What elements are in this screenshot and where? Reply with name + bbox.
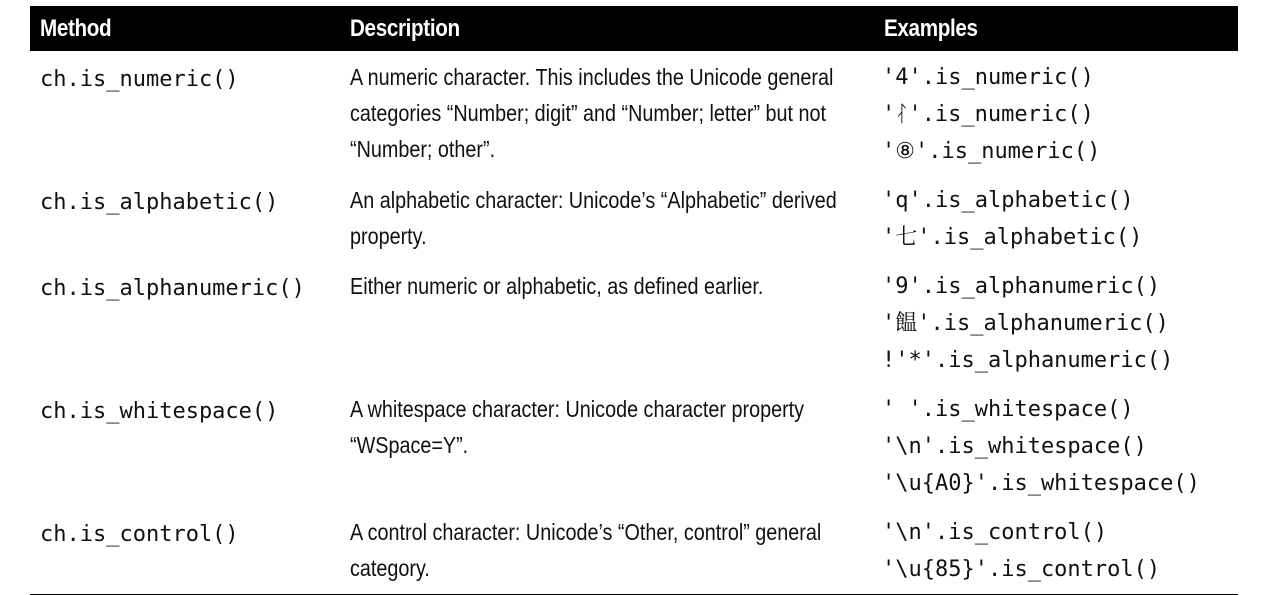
example-line: '⑧'.is_numeric() — [882, 139, 1101, 164]
example-line: '9'.is_alphanumeric() — [882, 274, 1161, 299]
column-header-description: Description — [340, 6, 874, 51]
method-cell: ch.is_numeric() — [40, 67, 239, 92]
examples-cell — [874, 174, 1238, 260]
column-header-method: Method — [30, 6, 340, 51]
description-cell — [340, 383, 874, 506]
examples-cell — [874, 383, 1238, 506]
description-text: A control character: Unicode’s “Other, control” general category. — [350, 519, 822, 581]
method-cell: ch.is_alphanumeric() — [40, 276, 305, 301]
char-methods-table — [30, 6, 1238, 595]
table-row — [30, 383, 1238, 506]
example-line: !'*'.is_alphanumeric() — [882, 348, 1174, 373]
examples-cell — [874, 260, 1238, 383]
description-cell — [340, 51, 874, 174]
table-header — [30, 6, 1238, 51]
method-cell: ch.is_alphabetic() — [40, 190, 279, 215]
description-text: An alphabetic character: Unicode’s “Alphabetic” derived property. — [350, 187, 837, 249]
table-row — [30, 51, 1238, 174]
example-line: ' '.is_whitespace() — [882, 397, 1134, 422]
description-text: Either numeric or alphabetic, as defined earlier. — [350, 273, 764, 299]
header-row — [30, 6, 1238, 51]
description-text: A numeric character. This includes the Unicode general categories “Number; digit” and “Number; letter” but not “Number; other”. — [350, 64, 834, 162]
description-cell — [340, 506, 874, 595]
example-line: 'ᛮ'.is_numeric() — [882, 102, 1094, 127]
char-methods-table-container — [30, 6, 1238, 595]
table-body — [30, 51, 1238, 595]
example-line: 'q'.is_alphabetic() — [882, 188, 1134, 213]
example-line: '4'.is_numeric() — [882, 65, 1094, 90]
examples-cell — [874, 51, 1238, 174]
example-line: '\n'.is_control() — [882, 520, 1108, 545]
table-row — [30, 506, 1238, 595]
description-cell — [340, 260, 874, 383]
method-cell: ch.is_whitespace() — [40, 399, 279, 424]
table-row — [30, 260, 1238, 383]
table-row — [30, 174, 1238, 260]
example-line: '饂'.is_alphanumeric() — [882, 311, 1169, 336]
column-header-examples: Examples — [874, 6, 1238, 51]
example-line: '\u{85}'.is_control() — [882, 557, 1161, 582]
description-cell — [340, 174, 874, 260]
example-line: '\u{A0}'.is_whitespace() — [882, 471, 1200, 496]
description-text: A whitespace character: Unicode character property “WSpace=Y”. — [350, 396, 805, 458]
example-line: '\n'.is_whitespace() — [882, 434, 1147, 459]
examples-cell — [874, 506, 1238, 595]
example-line: '七'.is_alphabetic() — [882, 225, 1143, 250]
method-cell: ch.is_control() — [30, 506, 340, 595]
